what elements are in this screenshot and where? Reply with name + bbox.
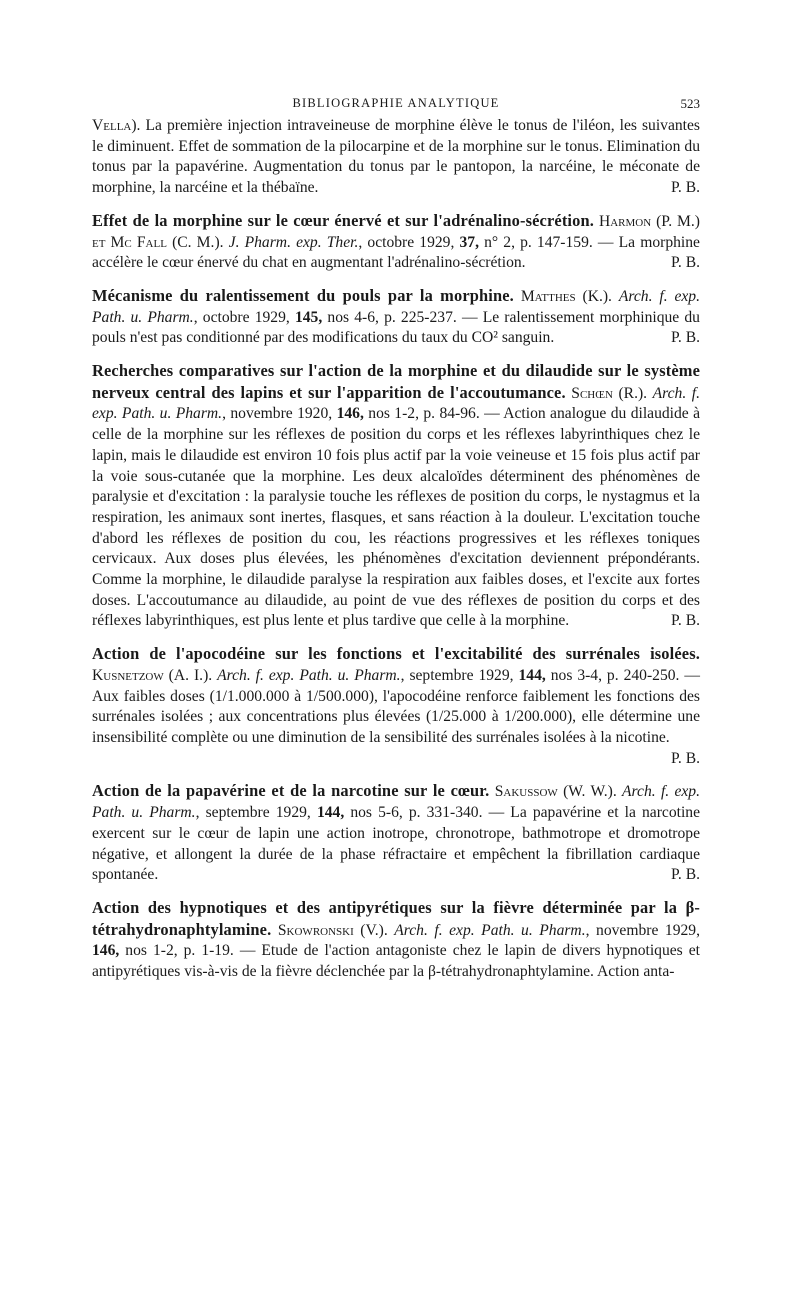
entry-authors: Kusnetzow (A. I.). [92, 666, 213, 684]
entry-title: Action des hypnotiques et des antipyrétiques sur la fièvre déterminée par la β-tétrahydronaphtylamine. [92, 897, 700, 939]
page-number: 523 [680, 96, 700, 111]
bibliography-entry: Effet de la morphine sur le cœur énervé et sur l'adrénalino-sécrétion. Harmon (P. M.) et Mc Fall (C. M.). J. Pharm. exp. Ther., octobre 1929, 37, n° 2, p. 147-159. — La morphine accélère le cœur énervé du chat en augmentant l'adrénalino-sécrétion. P. B. [92, 211, 700, 274]
entry-title: Effet de la morphine sur le cœur énervé et sur l'adrénalino-sécrétion. [92, 210, 594, 230]
entry-signature: P. B. [670, 179, 700, 197]
entry-ref-date: octobre 1929, [202, 308, 290, 326]
entry-body: — La morphine accélère le cœur énervé du chat en augmentant l'adrénalino-sécrétion. [92, 233, 700, 272]
entry-signature: P. B. [670, 254, 700, 272]
entry-journal: J. Pharm. exp. Ther. [228, 233, 359, 251]
entry-ref-date: octobre 1929, [367, 233, 455, 251]
entry-signature: P. B. [670, 866, 700, 884]
running-title: BIBLIOGRAPHIE ANALYTIQUE [292, 96, 500, 110]
entry-journal: Arch. f. exp. Path. u. Pharm. [92, 287, 701, 326]
entry-authors: Matthes (K.). [520, 287, 612, 305]
entry-authors: Schœn (R.). [571, 384, 648, 402]
page [92, 92, 700, 983]
entry-ref-volume: 146, [336, 405, 364, 423]
entry-body: — Action analogue du dilaudide à celle de la morphine sur les réflexes de position du corps et les réflexes labyrinthiques chez le lapin, mais le dilaudide est environ 10 fois plus actif par la voie veineuse et 15 fois plus actif par la voie sous-cutanée que la morphine. Les deux alcaloïdes déterminent des phénomènes de paralysie et d'excitation : la paralysie touche les réflexes de position du corps, le nystagmus et la respiration, les animaux sont inertes, flasques, et sans réaction à la douleur. L'excitation touche d'abord les réflexes de position du cou, les réactions progressives et les réflexes toniques cervicaux. Aux doses plus élevées, les phénomènes d'excitation deviennent prépondérants. Comme la morphine, le dilaudide paralyse la respiration aux faibles doses, et l'excite aux fortes doses. L'accoutumance au dilaudide, au point de vue des réflexes de position du corps et des réflexes labyrinthiques, est plus lente et plus tardive que celle à la morphine. [92, 405, 701, 630]
entry-title: Mécanisme du ralentissement du pouls par la morphine. [92, 285, 514, 305]
entry-authors: Harmon (P. M.) et Mc Fall (C. M.). [92, 212, 700, 251]
bibliography-entry: Mécanisme du ralentissement du pouls par la morphine. Matthes (K.). Arch. f. exp. Path. u. Pharm., octobre 1929, 145, nos 4-6, p. 225-237. — Le ralentissement morphinique du pouls n'est pas conditionné par des modifications du taux du CO² sanguin. P. B. [92, 286, 700, 349]
bibliography-entry: Action des hypnotiques et des antipyrétiques sur la fièvre déterminée par la β-tétrahydronaphtylamine. Skowronski (V.). Arch. f. exp. Path. u. Pharm., novembre 1929, 146, nos 1-2, p. 1-19. — Etude de l'action antagoniste chez le lapin de divers hypnotiques et antipyrétiques vis-à-vis de la fièvre déclenchée par la β-tétrahydronaphtylamine. Action anta- [92, 897, 700, 981]
entry-ref-volume: 144, [316, 804, 345, 822]
bibliography-entry: Action de l'apocodéine sur les fonctions et l'excitabilité des surrénales isolées. Kusnetzow (A. I.). Arch. f. exp. Path. u. Pharm., septembre 1929, 144, nos 3-4, p. 240-250. — Aux faibles doses (1/1.000.000 à 1/500.000), l'apocodéine renforce faiblement les fonctions des surrénales isolées ; aux concentrations plus élevées (1/25.000 à 1/200.000), elle détermine une insensibilité complète ou une diminution de la sensibilité des surrénales isolées à la nicotine. P. B. [92, 644, 700, 769]
entry-ref-volume: 146, [92, 942, 120, 960]
entry-ref-date: novembre 1929, [596, 921, 700, 939]
entry-authors: Sakussow (W. W.). [494, 783, 617, 801]
entry-signature: P. B. [670, 329, 700, 347]
entry-ref-rest: nos 1-2, p. 1-19. [125, 942, 234, 960]
entry-signature: P. B. [670, 612, 700, 630]
entry-signature: P. B. [670, 749, 700, 767]
entry-body: — Aux faibles doses (1/1.000.000 à 1/500.000), l'apocodéine renforce faiblement les fonctions des surrénales isolées ; aux concentrations plus élevées (1/25.000 à 1/200.000), elle détermine une insensibilité complète ou une diminution de la sensibilité des surrénales isolées à la nicotine. [92, 666, 700, 746]
entry-journal: Arch. f. exp. Path. u. Pharm. [92, 783, 701, 822]
entry-ref-rest: n° 2, p. 147-159. [484, 233, 593, 251]
entry-body: La première injection intraveineuse de morphine élève le tonus de l'iléon, les suivantes le diminuent. Effet de sommation de la pilocarpine et de la morphine sur le tonus. Elimination du tonus par la papavérine. Augmentation du tonus par le pantopon, la narcéine, le méconate de morphine, la narcéine et la thébaïne. [92, 117, 701, 197]
entry-author-tail: Vella). [92, 117, 141, 134]
entry-body: — Etude de l'action antagoniste chez le lapin de divers hypnotiques et antipyrétiques vis-à-vis de la fièvre déclenchée par la β-tétrahydronaphtylamine. Action anta- [92, 942, 700, 981]
entry-body: — Le ralentissement morphinique du pouls n'est pas conditionné par des modifications du taux du CO² sanguin. [92, 308, 700, 347]
entry-title: Action de la papavérine et de la narcotine sur le cœur. [92, 781, 490, 801]
entry-ref-date: septembre 1929, [205, 804, 311, 822]
bibliography-entry: Action de la papavérine et de la narcotine sur le cœur. Sakussow (W. W.). Arch. f. exp. Path. u. Pharm., septembre 1929, 144, nos 5-6, p. 331-340. — La papavérine et la narcotine exercent sur le cœur de lapin une action inotrope, chronotrope, bathmotrope et dromotrope négative, et allongent la durée de la phase réfractaire et empêchent la fibrillation cardiaque spontanée. P. B. [92, 781, 700, 886]
entry-title: Action de l'apocodéine sur les fonctions et l'excitabilité des surrénales isolées. [92, 644, 700, 664]
entry-ref-volume: 144, [518, 666, 546, 684]
entry-ref-volume: 145, [294, 308, 323, 326]
entry-ref-rest: nos 5-6, p. 331-340. [350, 804, 483, 822]
entry-journal: Arch. f. exp. Path. u. Pharm. [217, 666, 401, 684]
entry-ref-rest: nos 1-2, p. 84-96. [368, 405, 480, 423]
entry-ref-volume: 37, [459, 233, 479, 251]
entry-authors: Skowronski (V.). [277, 921, 388, 939]
entry-journal: Arch. f. exp. Path. u. Pharm. [92, 384, 701, 423]
entry-ref-rest: nos 3-4, p. 240-250. [550, 666, 680, 684]
entry-body: — La papavérine et la narcotine exercent sur le cœur de lapin une action inotrope, chronotrope, bathmotrope et dromotrope négative, et allongent la durée de la phase réfractaire et empêchent la fibrillation cardiaque spontanée. [92, 804, 701, 884]
entry-title: Recherches comparatives sur l'action de la morphine et du dilaudide sur le système nerveux central des lapins et sur l'apparition de l'accoutumance. [92, 361, 700, 402]
entry-continuation [92, 116, 700, 199]
entry-ref-date: novembre 1920, [230, 405, 333, 423]
entry-ref-date: septembre 1929, [409, 666, 514, 684]
bibliography-entry: Recherches comparatives sur l'action de la morphine et du dilaudide sur le système nerveux central des lapins et sur l'apparition de l'accoutumance. Schœn (R.). Arch. f. exp. Path. u. Pharm., novembre 1920, 146, nos 1-2, p. 84-96. — Action analogue du dilaudide à celle de la morphine sur les réflexes de position du corps et les réflexes labyrinthiques chez le lapin, mais le dilaudide est environ 10 fois plus actif par la voie veineuse et 15 fois plus actif par la voie sous-cutanée que la morphine. Les deux alcaloïdes déterminent des phénomènes de paralysie et d'excitation : la paralysie touche les réflexes de position du corps, le nystagmus et la respiration, les animaux sont inertes, flasques, et sans réaction à la douleur. L'excitation touche d'abord les réflexes de position du cou, les réactions progressives et les réflexes toniques cervicaux. Aux doses plus élevées, les phénomènes d'excitation deviennent prépondérants. Comme la morphine, le dilaudide paralyse la respiration aux faibles doses, et l'excite aux fortes doses. L'accoutumance au dilaudide, au point de vue des réflexes de position du corps et des réflexes labyrinthiques, est plus lente et plus tardive que celle à la morphine. P. B. [92, 361, 700, 632]
entry-journal: Arch. f. exp. Path. u. Pharm. [394, 921, 586, 939]
running-header [92, 92, 700, 116]
entry-ref-rest: nos 4-6, p. 225-237. [327, 308, 457, 326]
